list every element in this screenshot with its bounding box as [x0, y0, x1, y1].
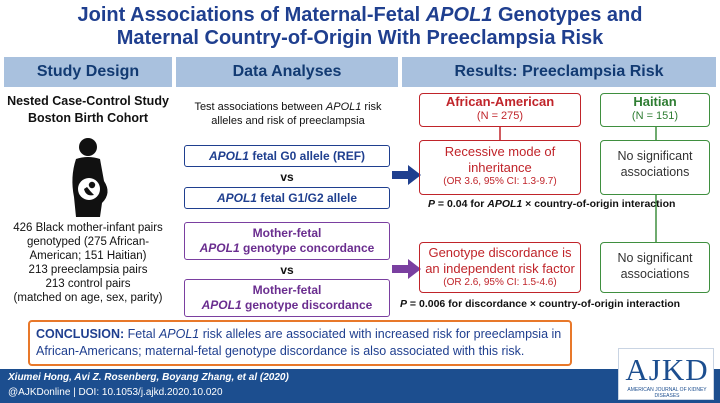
- header-study-design: Study Design: [4, 57, 172, 87]
- analysis-description: Test associations between APOL1 risk alleles and risk of preeclampsia: [194, 101, 382, 127]
- header-results: Results: Preeclampsia Risk: [402, 57, 716, 87]
- pairs-genotyped: 426 Black mother-infant pairs genotyped (275 African-American; 151 Haitian): [13, 222, 163, 262]
- vs-label-2: vs: [280, 263, 294, 277]
- p-value-discordance: P = 0.006 for discordance × country-of-origin interaction: [400, 298, 681, 310]
- concordance-box: Mother-fetal APOL1 genotype concordance: [184, 222, 390, 260]
- vs-label-1: vs: [280, 170, 294, 184]
- conclusion-label: CONCLUSION:: [36, 327, 125, 341]
- cohort-name: Boston Birth Cohort: [27, 111, 149, 125]
- header-data-analyses: Data Analyses: [176, 57, 398, 87]
- footer-authors: Xiumei Hong, Avi Z. Rosenberg, Boyang Zhang, et al (2020): [8, 372, 289, 383]
- matching-criteria: (matched on age, sex, parity): [13, 292, 163, 304]
- discordance-box: Mother-fetal APOL1 genotype discordance: [184, 279, 390, 317]
- african-american-header: African-American (N = 275): [419, 93, 581, 127]
- g0-allele-box: APOL1 fetal G0 allele (REF): [184, 145, 390, 167]
- g1g2-allele-box: APOL1 fetal G1/G2 allele: [184, 187, 390, 209]
- control-pairs: 213 control pairs: [45, 278, 131, 290]
- footer-doi[interactable]: @AJKDonline | DOI: 10.1053/j.ajkd.2020.10.020: [8, 387, 223, 398]
- haitian-no-assoc-2: No significant associations: [600, 242, 710, 293]
- title-line-2: Maternal Country-of-Origin With Preeclampsia Risk: [116, 27, 604, 49]
- ajkd-logo: [618, 348, 714, 400]
- case-pairs: 213 preeclampsia pairs: [28, 264, 148, 276]
- study-type: Nested Case-Control Study: [7, 94, 169, 108]
- haitian-no-assoc-1: No significant associations: [600, 140, 710, 195]
- p-value-allele: P = 0.04 for APOL1 × country-of-origin interaction: [428, 198, 676, 210]
- conclusion-box: CONCLUSION: Fetal APOL1 risk alleles are associated with increased risk for preeclampsia in African-Americans; maternal-fetal genotype discordance is also associated with this risk.: [28, 320, 572, 366]
- discordance-result-box: Genotype discordance is an independent risk factor (OR 2.6, 95% CI: 1.5-4.6): [419, 242, 581, 293]
- logo-text: AJKD: [625, 352, 709, 387]
- haitian-header: Haitian (N = 151): [600, 93, 710, 127]
- logo-subtitle: AMERICAN JOURNAL OF KIDNEY DISEASES: [627, 387, 707, 399]
- title-line-1: Joint Associations of Maternal-Fetal APOL1 Genotypes and: [77, 4, 643, 26]
- recessive-result-box: Recessive mode of inheritance (OR 3.6, 95% CI: 1.3-9.7): [419, 140, 581, 195]
